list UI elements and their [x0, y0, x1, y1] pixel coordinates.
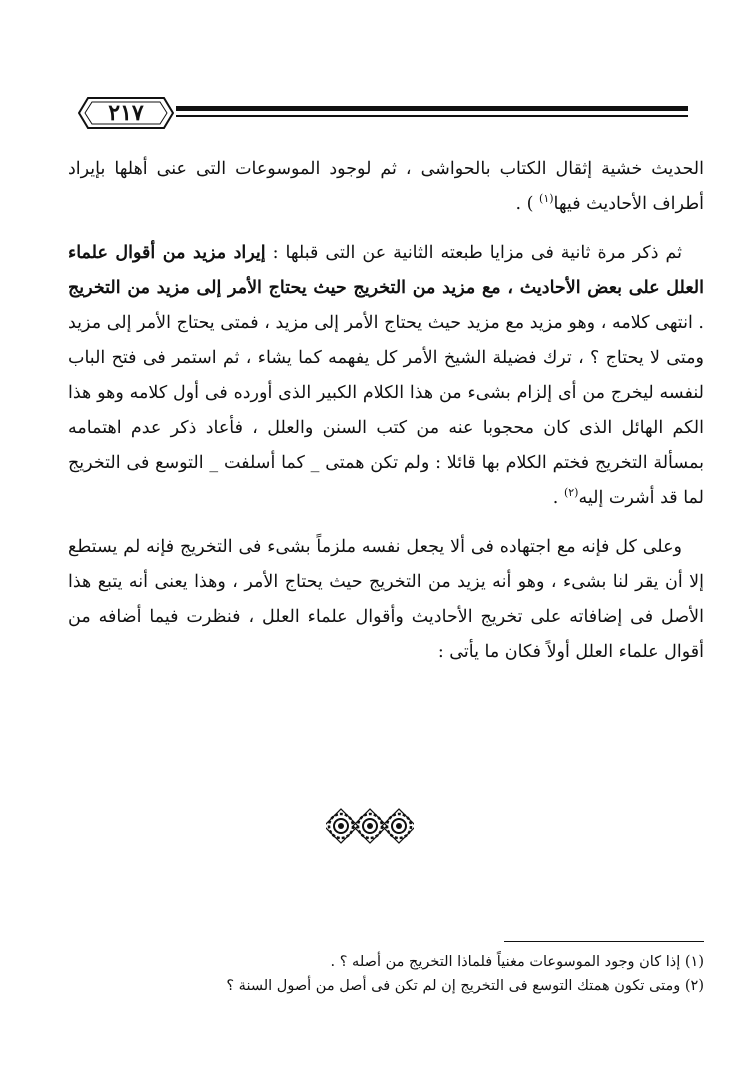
text-segment: ثم ذكر مرة ثانية فى مزايا طبعته الثانية عن التى قبلها :	[265, 243, 682, 263]
footnote-2: (٢) ومتى تكون همتك التوسع فى التخريج إن لم تكن فى أصل من أصول السنة ؟	[226, 978, 704, 994]
footnote-ref-1: (١)	[539, 192, 554, 206]
section-ornament	[326, 808, 414, 844]
text-segment: ) .	[515, 194, 540, 214]
ornament-flower-3	[382, 809, 414, 843]
footnote-ref-2: (٢)	[563, 486, 579, 500]
paragraph-1	[68, 152, 704, 222]
bold-text-segment: إيراد مزيد من أقوال علماء العلل على بعض الأحاديث ، مع مزيد من التخريج حيث يحتاج الأمر إلى مزيد من التخريج	[68, 243, 704, 298]
header-rule-thin	[176, 115, 688, 117]
paragraph-2	[68, 236, 704, 516]
main-text	[68, 152, 704, 670]
text-segment: . انتهى كلامه ، وهو مزيد مع مزيد حيث يحتاج الأمر إلى مزيد ، فمتى يحتاج الأمر إلى مزيد ومتى لا يحتاج ؟ ، ترك فضيلة الشيخ الأمر كل يفهمه كما يشاء ، ثم استمر فى فتح الباب لنفسه ليخرج من أى إلزام بشىء من هذا الكلام الكبير الذى أورده فى أول كلامه وهو هذا الكم الهائل الذى كان محجوبا عنه من كتب السنن والعلل ، فأعاد ذكر عدم اهتمامه بمسألة التخريج فختم الكلام بها قائلا : ولم تكن همتى _ كما أسلفت _ التوسع فى التخريج لما قد أشرت إليه	[68, 313, 704, 508]
header-rule-thick	[176, 106, 688, 111]
footnotes	[68, 950, 704, 998]
page-number: ٢١٧	[108, 100, 144, 126]
footnote-separator	[504, 941, 704, 942]
paragraph-3	[68, 530, 704, 670]
text-segment: .	[552, 488, 564, 508]
text-segment: وعلى كل فإنه مع اجتهاده فى ألا يجعل نفسه ملزماً بشىء فى التخريج فإنه لم يستطع إلا أن يقر لنا بشىء ، وهو أنه يزيد من التخريج حيث يحتاج الأمر ، وهذا يعنى أنه يتبع هذا الأصل فى إضافاته على تخريج الأحاديث وأقوال علماء العلل ، فنظرت فيما أضافه من أقوال علماء العلل أولاً فكان ما يأتى :	[68, 537, 704, 662]
page-number-frame	[78, 96, 174, 130]
text-segment: الحديث خشية إثقال الكتاب بالحواشى ، ثم لوجود الموسوعات التى عنى أهلها بإيراد أطراف الأحاديث فيها	[68, 159, 704, 214]
page-header	[78, 96, 688, 136]
floral-ornament-icon	[326, 808, 414, 844]
footnote-1: (١) إذا كان وجود الموسوعات مغنياً فلماذا التخريج من أصله ؟ .	[330, 954, 704, 970]
